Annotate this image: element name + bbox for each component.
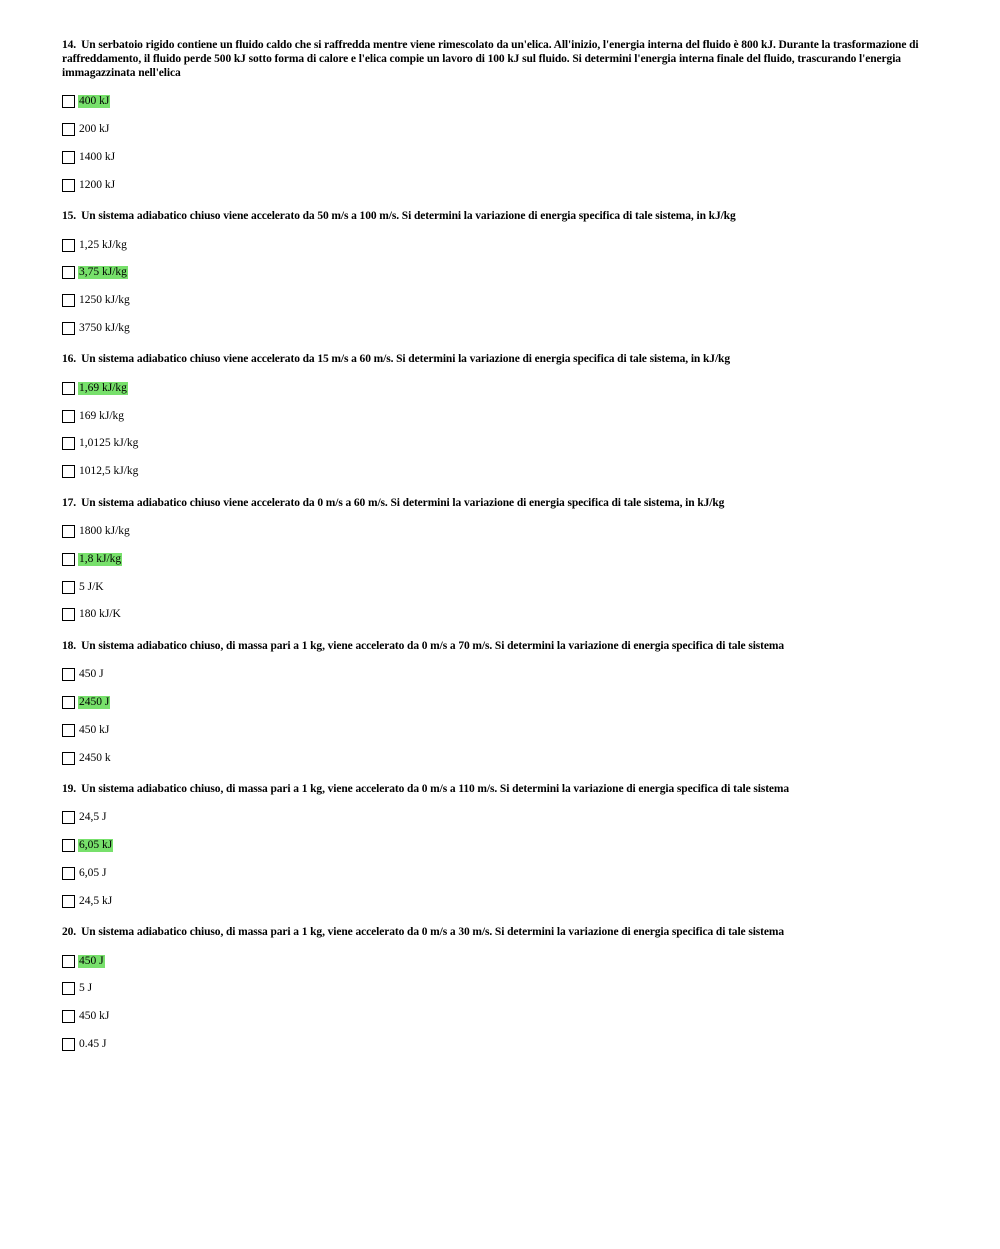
checkbox[interactable] [62,1038,75,1051]
question-16 [62,352,936,485]
question-text-block [62,639,936,653]
answer-option[interactable] [62,231,936,259]
question-spacer [62,199,936,209]
option-label-highlighted: 1,8 kJ/kg [79,552,122,565]
question-number: 19. [62,782,77,795]
checkbox[interactable] [62,696,75,709]
question-list [62,38,936,1058]
answer-option[interactable] [62,887,936,915]
checkbox[interactable] [62,581,75,594]
checkbox[interactable] [62,608,75,621]
option-label: 1800 kJ/kg [79,524,130,537]
checkbox[interactable] [62,525,75,538]
answer-option[interactable] [62,402,936,430]
checkbox[interactable] [62,752,75,765]
option-list [62,231,936,342]
option-label: 1,0125 kJ/kg [79,437,139,450]
answer-option[interactable] [62,1031,936,1059]
answer-option[interactable] [62,545,936,573]
answer-option[interactable] [62,947,936,975]
question-number: 18. [62,639,77,652]
checkbox[interactable] [62,294,75,307]
checkbox[interactable] [62,982,75,995]
answer-option[interactable] [62,573,936,601]
checkbox[interactable] [62,668,75,681]
option-label: 169 kJ/kg [79,409,125,422]
option-label: 450 kJ [79,723,110,736]
checkbox[interactable] [62,151,75,164]
answer-option[interactable] [62,860,936,888]
question-spacer [62,915,936,925]
option-label-highlighted: 400 kJ [79,95,110,108]
question-number: 14. [62,39,77,51]
answer-option[interactable] [62,116,936,144]
answer-option[interactable] [62,1003,936,1031]
checkbox[interactable] [62,410,75,423]
checkbox[interactable] [62,955,75,968]
checkbox[interactable] [62,322,75,335]
option-label: 1012,5 kJ/kg [79,465,139,478]
question-text: Un sistema adiabatico chiuso, di massa pari a 1 kg, viene accelerato da 0 m/s a 110 m/s. Si determini la variazione di energia specifica di tale sistema [81,782,790,795]
question-text-block [62,925,936,939]
checkbox[interactable] [62,123,75,136]
checkbox[interactable] [62,867,75,880]
checkbox[interactable] [62,839,75,852]
answer-option[interactable] [62,804,936,832]
option-label: 180 kJ/K [79,608,121,621]
option-label: 1200 kJ [79,178,116,191]
question-text: Un serbatoio rigido contiene un fluido caldo che si raffredda mentre viene rimescolato da un'elica. All'inizio, l'energia interna del fluido è 800 kJ. Durante la trasformazione di raffreddamento, il fluido perde 500 kJ sotto forma di calore e l'elica compie un lavoro di 100 kJ sul fluido. Si determini l'energia interna finale del fluido, trascurando l'energia immagazzinata nell'elica [62,39,919,79]
answer-option[interactable] [62,689,936,717]
checkbox[interactable] [62,895,75,908]
checkbox[interactable] [62,465,75,478]
option-label: 5 J/K [79,580,104,593]
checkbox[interactable] [62,811,75,824]
checkbox[interactable] [62,239,75,252]
question-text: Un sistema adiabatico chiuso viene accelerato da 50 m/s a 100 m/s. Si determini la variazione di energia specifica di tale sistema, in kJ/kg [81,210,736,223]
option-label: 450 kJ [79,1010,110,1023]
question-number: 20. [62,926,77,939]
option-label: 200 kJ [79,123,110,136]
option-label: 24,5 J [79,811,107,824]
option-list [62,947,936,1058]
question-text: Un sistema adiabatico chiuso viene accelerato da 0 m/s a 60 m/s. Si determini la variazione di energia specifica di tale sistema, in kJ/kg [81,496,725,509]
checkbox[interactable] [62,266,75,279]
question-17 [62,496,936,629]
question-text-block [62,496,936,510]
checkbox[interactable] [62,382,75,395]
question-spacer [62,342,936,352]
question-15 [62,209,936,342]
option-list [62,374,936,485]
answer-option[interactable] [62,430,936,458]
answer-option[interactable] [62,287,936,315]
answer-option[interactable] [62,661,936,689]
checkbox[interactable] [62,1010,75,1023]
question-19 [62,782,936,915]
answer-option[interactable] [62,315,936,343]
answer-option[interactable] [62,458,936,486]
question-14 [62,38,936,199]
option-list [62,518,936,629]
option-label: 0.45 J [79,1037,107,1050]
question-text-block [62,38,936,80]
answer-option[interactable] [62,716,936,744]
answer-option[interactable] [62,144,936,172]
question-20 [62,925,936,1058]
answer-option[interactable] [62,374,936,402]
option-list [62,88,936,199]
question-spacer [62,772,936,782]
answer-option[interactable] [62,832,936,860]
option-list [62,661,936,772]
option-label: 24,5 kJ [79,894,113,907]
question-spacer [62,486,936,496]
option-label-highlighted: 450 J [79,954,104,967]
checkbox[interactable] [62,437,75,450]
checkbox[interactable] [62,179,75,192]
question-number: 17. [62,496,77,509]
question-18 [62,639,936,772]
option-label: 3750 kJ/kg [79,321,130,334]
option-label: 6,05 J [79,866,107,879]
option-label: 1250 kJ/kg [79,294,130,307]
option-label-highlighted: 3,75 kJ/kg [79,266,127,279]
quiz-page [62,38,936,1058]
checkbox[interactable] [62,95,75,108]
option-list [62,804,936,915]
option-label: 1400 kJ [79,150,116,163]
option-label-highlighted: 6,05 kJ [79,839,113,852]
question-text-block [62,782,936,796]
question-spacer [62,629,936,639]
question-text: Un sistema adiabatico chiuso viene accelerato da 15 m/s a 60 m/s. Si determini la variazione di energia specifica di tale sistema, in kJ/kg [81,353,730,366]
answer-option[interactable] [62,171,936,199]
answer-option[interactable] [62,259,936,287]
option-label-highlighted: 1,69 kJ/kg [79,381,127,394]
question-number: 15. [62,210,77,223]
answer-option[interactable] [62,88,936,116]
question-number: 16. [62,353,77,366]
question-text-block [62,209,936,223]
option-label: 450 J [79,668,104,681]
answer-option[interactable] [62,601,936,629]
checkbox[interactable] [62,553,75,566]
option-label: 5 J [79,982,93,995]
answer-option[interactable] [62,518,936,546]
question-text-block [62,352,936,366]
option-label: 2450 k [79,751,111,764]
answer-option[interactable] [62,744,936,772]
answer-option[interactable] [62,975,936,1003]
question-text: Un sistema adiabatico chiuso, di massa pari a 1 kg, viene accelerato da 0 m/s a 30 m/s. Si determini la variazione di energia specifica di tale sistema [81,926,785,939]
option-label: 1,25 kJ/kg [79,238,127,251]
option-label-highlighted: 2450 J [79,695,110,708]
checkbox[interactable] [62,724,75,737]
question-text: Un sistema adiabatico chiuso, di massa pari a 1 kg, viene accelerato da 0 m/s a 70 m/s. Si determini la variazione di energia specifica di tale sistema [81,639,785,652]
